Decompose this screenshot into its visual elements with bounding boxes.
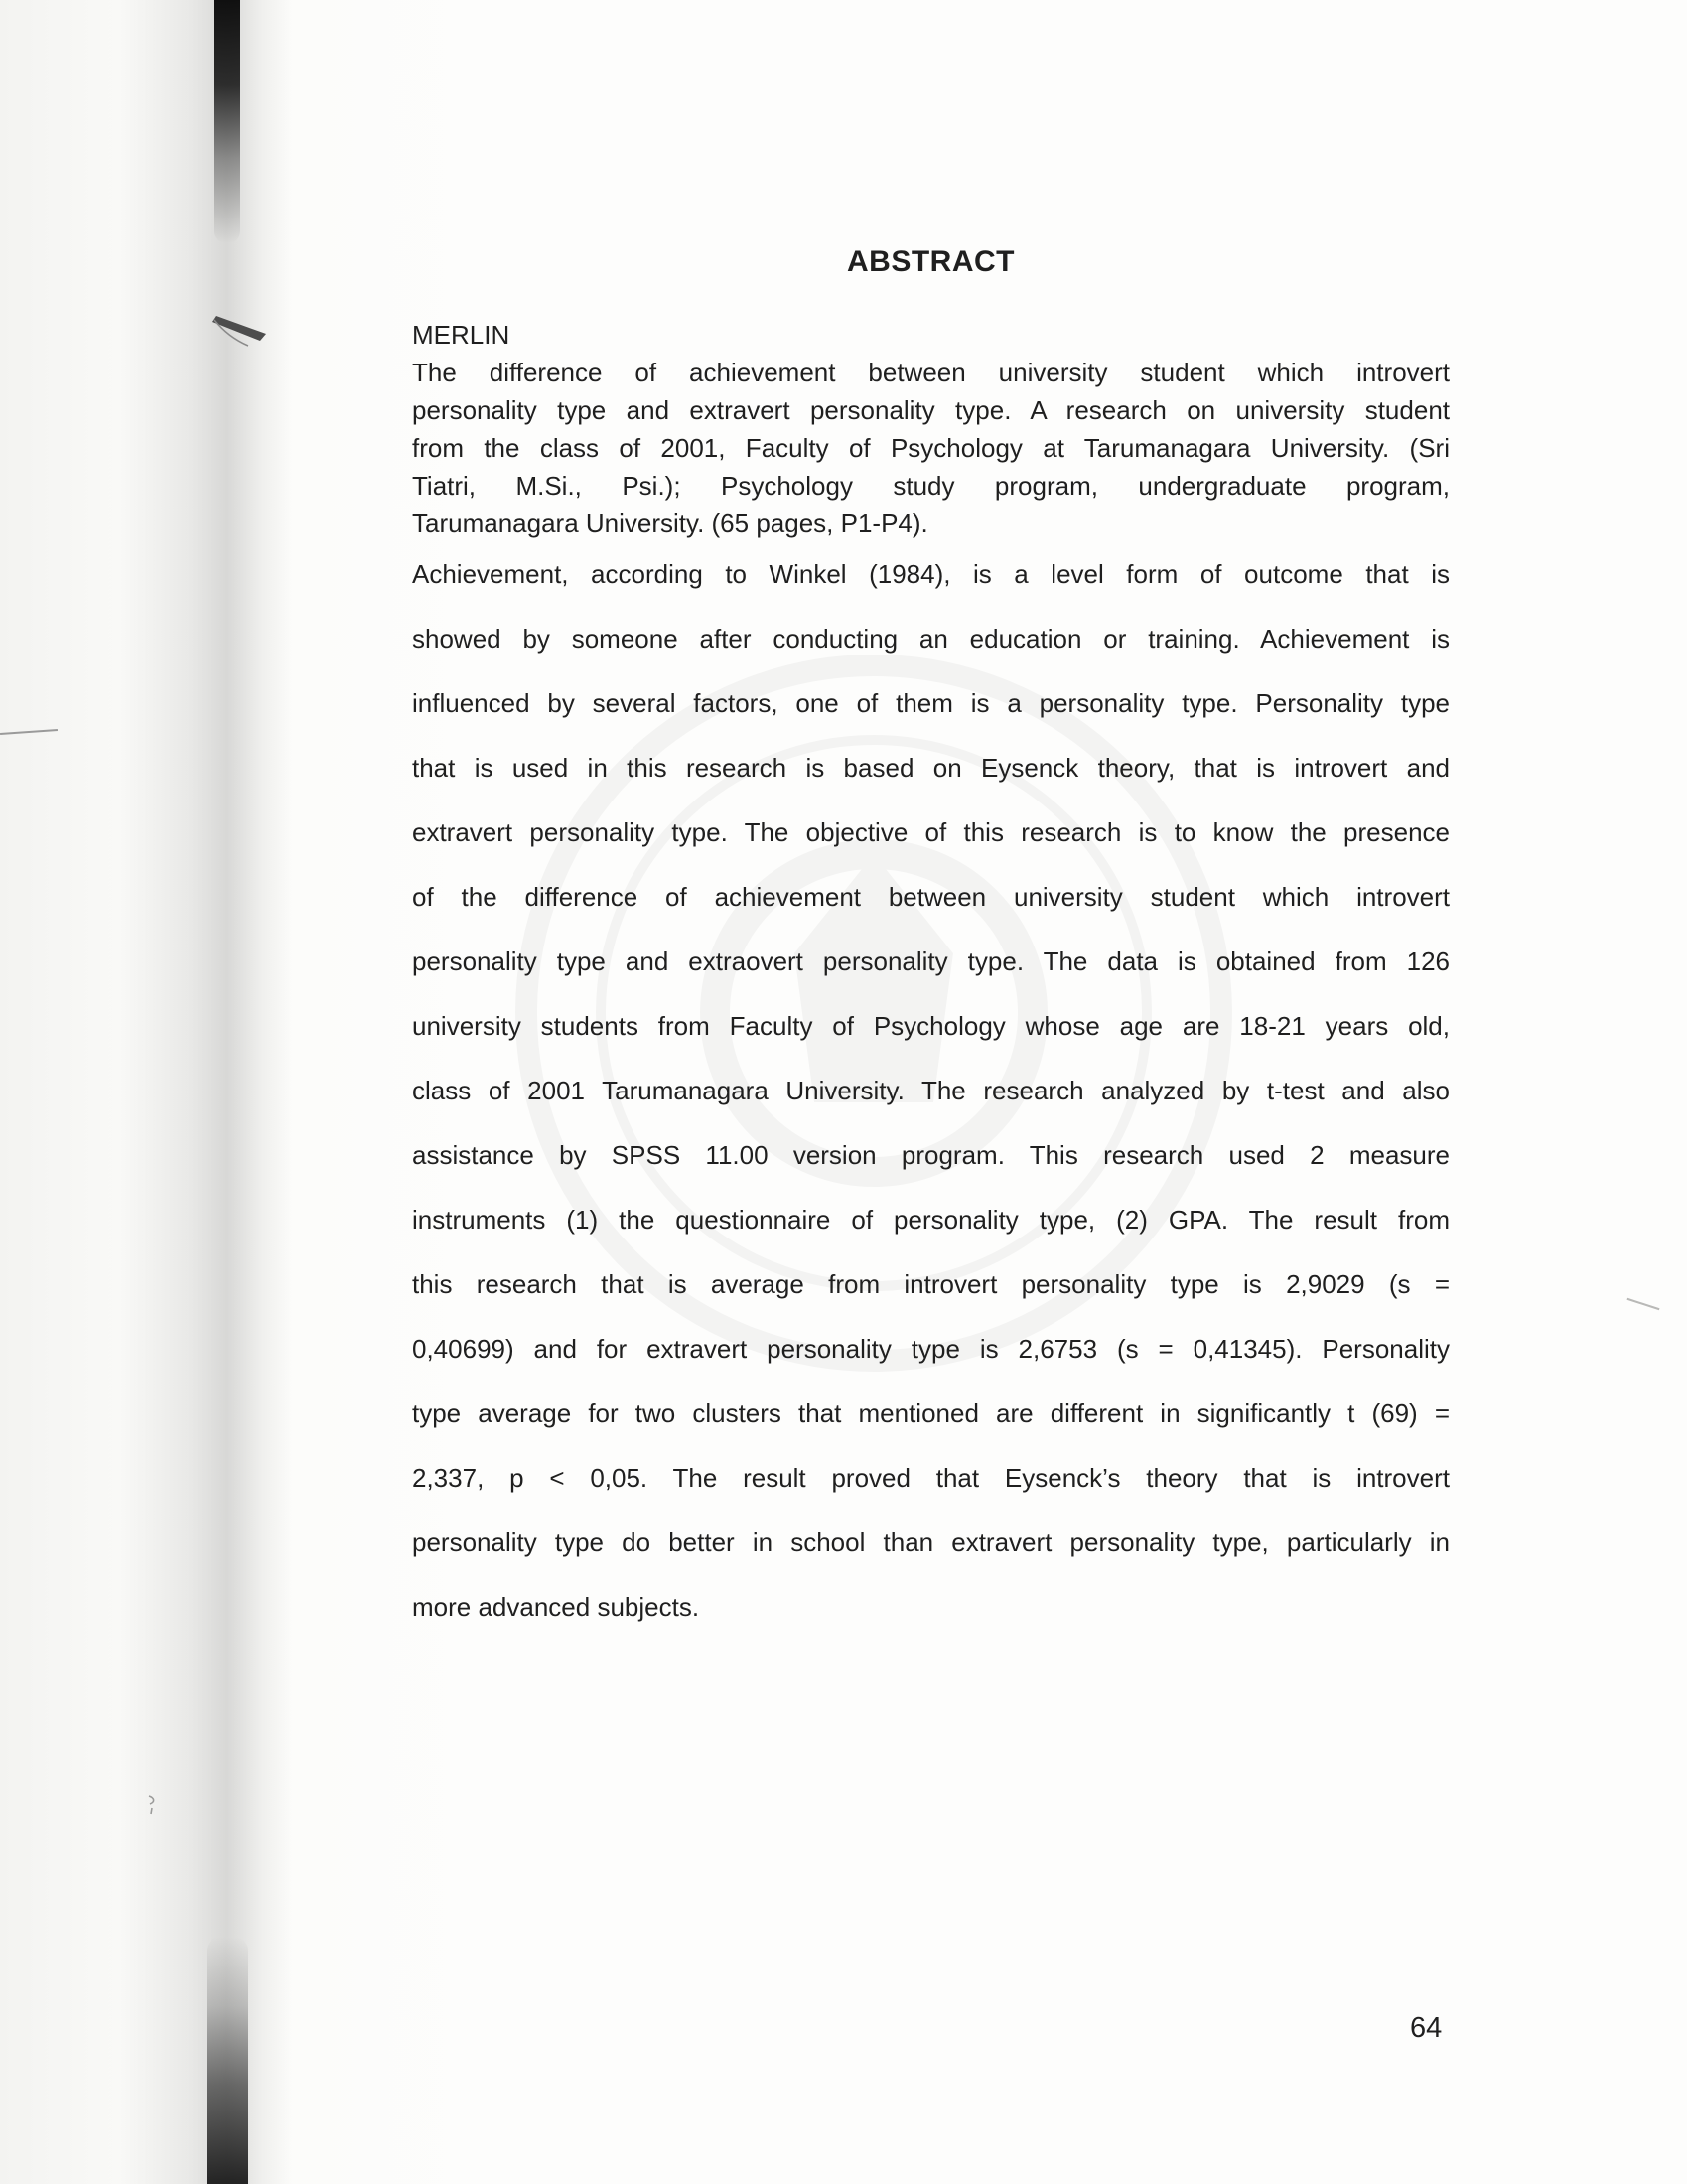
abstract-line: this research that is average from introvert personality type is 2,9029 (s =: [412, 1269, 1450, 1299]
abstract-line: instruments (1) the questionnaire of personality type, (2) GPA. The result from: [412, 1205, 1450, 1235]
binding-crease-bottom: [207, 1937, 248, 2184]
abstract-line: 0,40699) and for extravert personality type is 2,6753 (s = 0,41345). Personality: [412, 1334, 1450, 1364]
citation-block: [412, 316, 1450, 542]
author-name: MERLIN: [412, 320, 510, 350]
abstract-line: extravert personality type. The objective of this research is to know the presence: [412, 817, 1450, 847]
abstract-line: personality type do better in school than extravert personality type, particularly in: [412, 1528, 1450, 1557]
abstract-body: [412, 542, 1450, 1640]
right-edge-tick-artifact: [1627, 1298, 1660, 1310]
abstract-line: class of 2001 Tarumanagara University. The research analyzed by t-test and also: [412, 1076, 1450, 1105]
abstract-line: that is used in this research is based on Eysenck theory, that is introvert and: [412, 753, 1450, 783]
abstract-line: assistance by SPSS 11.00 version program. This research used 2 measure: [412, 1140, 1450, 1170]
abstract-line: personality type and extraovert personality type. The data is obtained from 126: [412, 946, 1450, 976]
citation-line: Tarumanagara University. (65 pages, P1-P4).: [412, 509, 928, 538]
page-number: 64: [1410, 2012, 1443, 2044]
citation-line: personality type and extravert personality type. A research on university student: [412, 395, 1450, 425]
small-squiggle-artifact: [145, 1794, 161, 1816]
abstract-line: showed by someone after conducting an education or training. Achievement is: [412, 624, 1450, 654]
edge-dash-artifact: [0, 729, 58, 735]
abstract-line: Achievement, according to Winkel (1984), is a level form of outcome that is: [412, 559, 1450, 589]
citation-lines: [412, 354, 1450, 542]
abstract-lines: [412, 542, 1450, 1640]
abstract-line: influenced by several factors, one of them is a personality type. Personality type: [412, 688, 1450, 718]
abstract-line: 2,337, p < 0,05. The result proved that Eysenck’s theory that is introvert: [412, 1463, 1450, 1493]
pen-mark-artifact: [209, 308, 278, 353]
citation-line: Tiatri, M.Si., Psi.); Psychology study program, undergraduate program,: [412, 471, 1450, 501]
binding-crease-top: [214, 0, 240, 243]
abstract-line: more advanced subjects.: [412, 1592, 700, 1622]
abstract-line: university students from Faculty of Psychology whose age are 18-21 years old,: [412, 1011, 1450, 1041]
abstract-line: of the difference of achievement between university student which introvert: [412, 882, 1450, 912]
abstract-line: type average for two clusters that mentioned are different in significantly t (69) =: [412, 1398, 1450, 1428]
citation-line: The difference of achievement between university student which introvert: [412, 358, 1450, 387]
citation-line: from the class of 2001, Faculty of Psychology at Tarumanagara University. (Sri: [412, 433, 1450, 463]
page-title: ABSTRACT: [847, 245, 1015, 278]
